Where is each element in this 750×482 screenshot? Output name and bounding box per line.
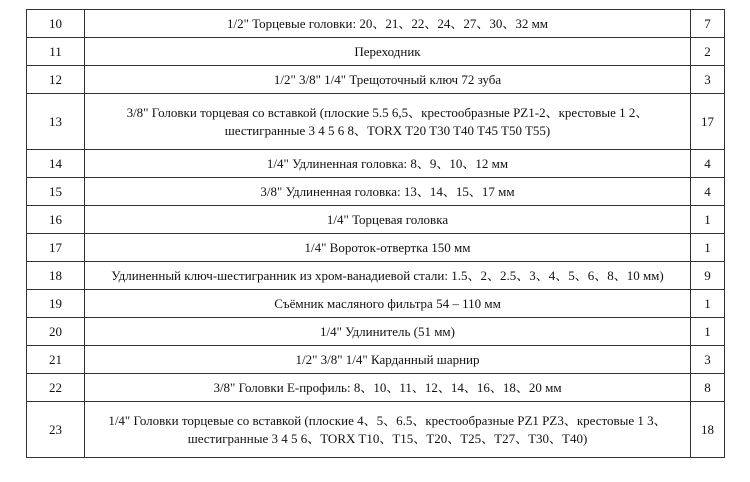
table-row <box>27 262 725 290</box>
row-number: 11 <box>27 38 85 66</box>
row-description: 1/4" Удлиненная головка: 8、9、10、12 мм <box>85 150 691 178</box>
table-row <box>27 290 725 318</box>
row-number: 16 <box>27 206 85 234</box>
row-quantity: 1 <box>691 318 725 346</box>
row-description: 1/4" Вороток-отвертка 150 мм <box>85 234 691 262</box>
row-description: 3/8" Удлиненная головка: 13、14、15、17 мм <box>85 178 691 206</box>
row-number: 22 <box>27 374 85 402</box>
table-row <box>27 10 725 38</box>
table-row <box>27 178 725 206</box>
row-description: Переходник <box>85 38 691 66</box>
row-number: 14 <box>27 150 85 178</box>
row-quantity: 3 <box>691 346 725 374</box>
row-number: 21 <box>27 346 85 374</box>
row-description-line-1: 3/8" Головки торцевая со вставкой (плоские 5.5 6,5、крестообразные PZ1-2、крестовые 1 2、 <box>126 104 649 120</box>
row-quantity: 7 <box>691 10 725 38</box>
row-quantity: 4 <box>691 150 725 178</box>
row-number: 13 <box>27 94 85 150</box>
row-number: 19 <box>27 290 85 318</box>
row-description-line-2: шестигранные 3 4 5 6 8、TORX T20 T30 T40 T45 T50 T55) <box>224 122 551 138</box>
row-number: 23 <box>27 402 85 458</box>
row-number: 12 <box>27 66 85 94</box>
parts-table <box>26 9 725 458</box>
row-description: 1/4" Торцевая головка <box>85 206 691 234</box>
table-row <box>27 38 725 66</box>
row-number: 10 <box>27 10 85 38</box>
parts-table-body <box>27 10 725 458</box>
table-row <box>27 206 725 234</box>
row-number: 20 <box>27 318 85 346</box>
row-description: 1/2" 3/8" 1/4" Карданный шарнир <box>85 346 691 374</box>
table-row <box>27 234 725 262</box>
row-quantity: 1 <box>691 290 725 318</box>
row-quantity: 8 <box>691 374 725 402</box>
row-quantity: 17 <box>691 94 725 150</box>
row-quantity: 1 <box>691 234 725 262</box>
row-description: Съёмник масляного фильтра 54 – 110 мм <box>85 290 691 318</box>
table-row <box>27 66 725 94</box>
table-row <box>27 94 725 150</box>
row-description-line-2: шестигранные 3 4 5 6、TORX T10、T15、T20、T25、T27、T30、T40) <box>187 430 588 446</box>
row-quantity: 18 <box>691 402 725 458</box>
row-quantity: 4 <box>691 178 725 206</box>
row-description: 1/2" 3/8" 1/4" Трещоточный ключ 72 зуба <box>85 66 691 94</box>
table-row <box>27 318 725 346</box>
table-row <box>27 346 725 374</box>
table-row <box>27 374 725 402</box>
row-description: Удлиненный ключ-шестигранник из хром-ванадиевой стали: 1.5、2、2.5、3、4、5、6、8、10 мм) <box>85 262 691 290</box>
row-description: 3/8" Головки E-профиль: 8、10、11、12、14、16、18、20 мм <box>85 374 691 402</box>
row-description: 1/4" Удлинитель (51 мм) <box>85 318 691 346</box>
table-row <box>27 150 725 178</box>
row-number: 17 <box>27 234 85 262</box>
row-quantity: 2 <box>691 38 725 66</box>
row-description <box>85 402 691 458</box>
row-quantity: 1 <box>691 206 725 234</box>
row-quantity: 9 <box>691 262 725 290</box>
row-number: 15 <box>27 178 85 206</box>
row-number: 18 <box>27 262 85 290</box>
row-description-line-1: 1/4" Головки торцевые со вставкой (плоские 4、5、6.5、крестообразные PZ1 PZ3、крестовые 1 3、 <box>108 412 667 428</box>
row-quantity: 3 <box>691 66 725 94</box>
table-row <box>27 402 725 458</box>
row-description: 1/2" Торцевые головки: 20、21、22、24、27、30、32 мм <box>85 10 691 38</box>
row-description <box>85 94 691 150</box>
